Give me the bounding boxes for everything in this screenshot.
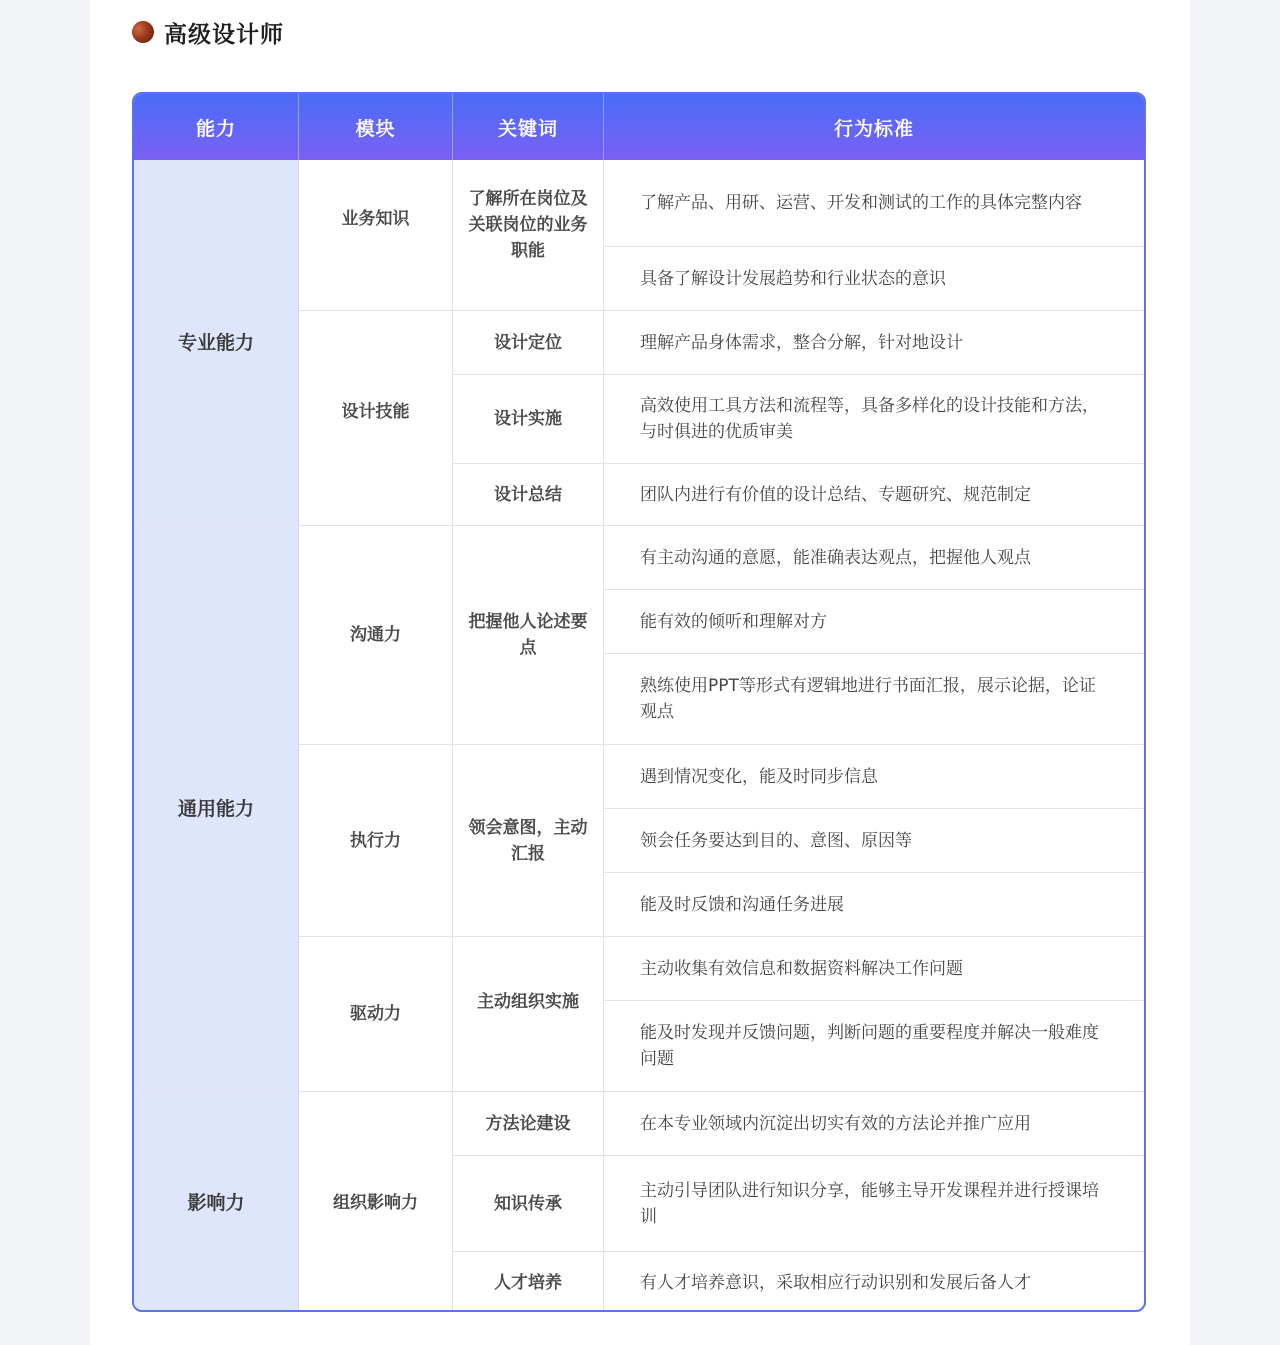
standard-cell: 能及时发现并反馈问题，判断问题的重要程度并解决一般难度问题 — [604, 1001, 1144, 1092]
standard-cell: 了解产品、用研、运营、开发和测试的工作的具体完整内容 — [604, 160, 1144, 247]
keyword-cell: 设计定位 — [453, 311, 604, 375]
standard-cell: 能有效的倾听和理解对方 — [604, 590, 1144, 654]
standard-cell: 主动收集有效信息和数据资料解决工作问题 — [604, 937, 1144, 1001]
standard-cell: 高效使用工具方法和流程等，具备多样化的设计技能和方法，与时俱进的优质审美 — [604, 375, 1144, 464]
section-header — [132, 14, 284, 50]
standard-cell: 领会任务要达到目的、意图、原因等 — [604, 809, 1144, 873]
standard-cell: 团队内进行有价值的设计总结、专题研究、规范制定 — [604, 464, 1144, 526]
keyword-cell: 了解所在岗位及关联岗位的业务职能 — [453, 160, 604, 311]
keyword-cell: 方法论建设 — [453, 1092, 604, 1156]
standard-cell: 理解产品身体需求，整合分解，针对地设计 — [604, 311, 1144, 375]
keyword-cell: 知识传承 — [453, 1156, 604, 1252]
module-cell: 组织影响力 — [299, 1092, 453, 1312]
capability-cell: 通用能力 — [134, 526, 299, 1092]
capability-cell: 专业能力 — [134, 160, 299, 526]
module-cell: 驱动力 — [299, 937, 453, 1092]
chestnut-icon — [129, 18, 157, 46]
module-cell: 业务知识 — [299, 160, 453, 311]
standard-cell: 有人才培养意识，采取相应行动识别和发展后备人才 — [640, 1273, 1031, 1293]
keyword-cell: 设计实施 — [453, 375, 604, 464]
header-capability: 能力 — [134, 94, 299, 160]
header-standard: 行为标准 — [833, 117, 914, 140]
module-cell: 设计技能 — [299, 311, 453, 526]
standard-cell: 有主动沟通的意愿，能准确表达观点，把握他人观点 — [604, 526, 1144, 590]
standard-cell: 熟练使用PPT等形式有逻辑地进行书面汇报，展示论据，论证观点 — [604, 654, 1144, 745]
competency-table — [132, 92, 1146, 1312]
header-module: 模块 — [299, 94, 453, 160]
table-header — [134, 94, 1144, 160]
standard-cell: 在本专业领域内沉淀出切实有效的方法论并推广应用 — [604, 1092, 1144, 1156]
standard-cell: 遇到情况变化，能及时同步信息 — [604, 745, 1144, 809]
standard-cell: 能及时反馈和沟通任务进展 — [604, 873, 1144, 937]
keyword-cell: 领会意图，主动汇报 — [453, 745, 604, 937]
standard-cell: 具备了解设计发展趋势和行业状态的意识 — [604, 247, 1144, 311]
capability-cell: 影响力 — [134, 1092, 299, 1312]
keyword-cell: 设计总结 — [453, 464, 604, 526]
keyword-cell: 把握他人论述要点 — [453, 526, 604, 745]
keyword-cell: 主动组织实施 — [453, 937, 604, 1092]
module-cell: 沟通力 — [299, 526, 453, 745]
keyword-cell: 人才培养 — [453, 1252, 604, 1312]
section-title: 高级设计师 — [164, 21, 284, 48]
module-cell: 执行力 — [299, 745, 453, 937]
standard-cell: 主动引导团队进行知识分享，能够主导开发课程并进行授课培训 — [604, 1156, 1144, 1252]
header-keyword: 关键词 — [453, 94, 604, 160]
